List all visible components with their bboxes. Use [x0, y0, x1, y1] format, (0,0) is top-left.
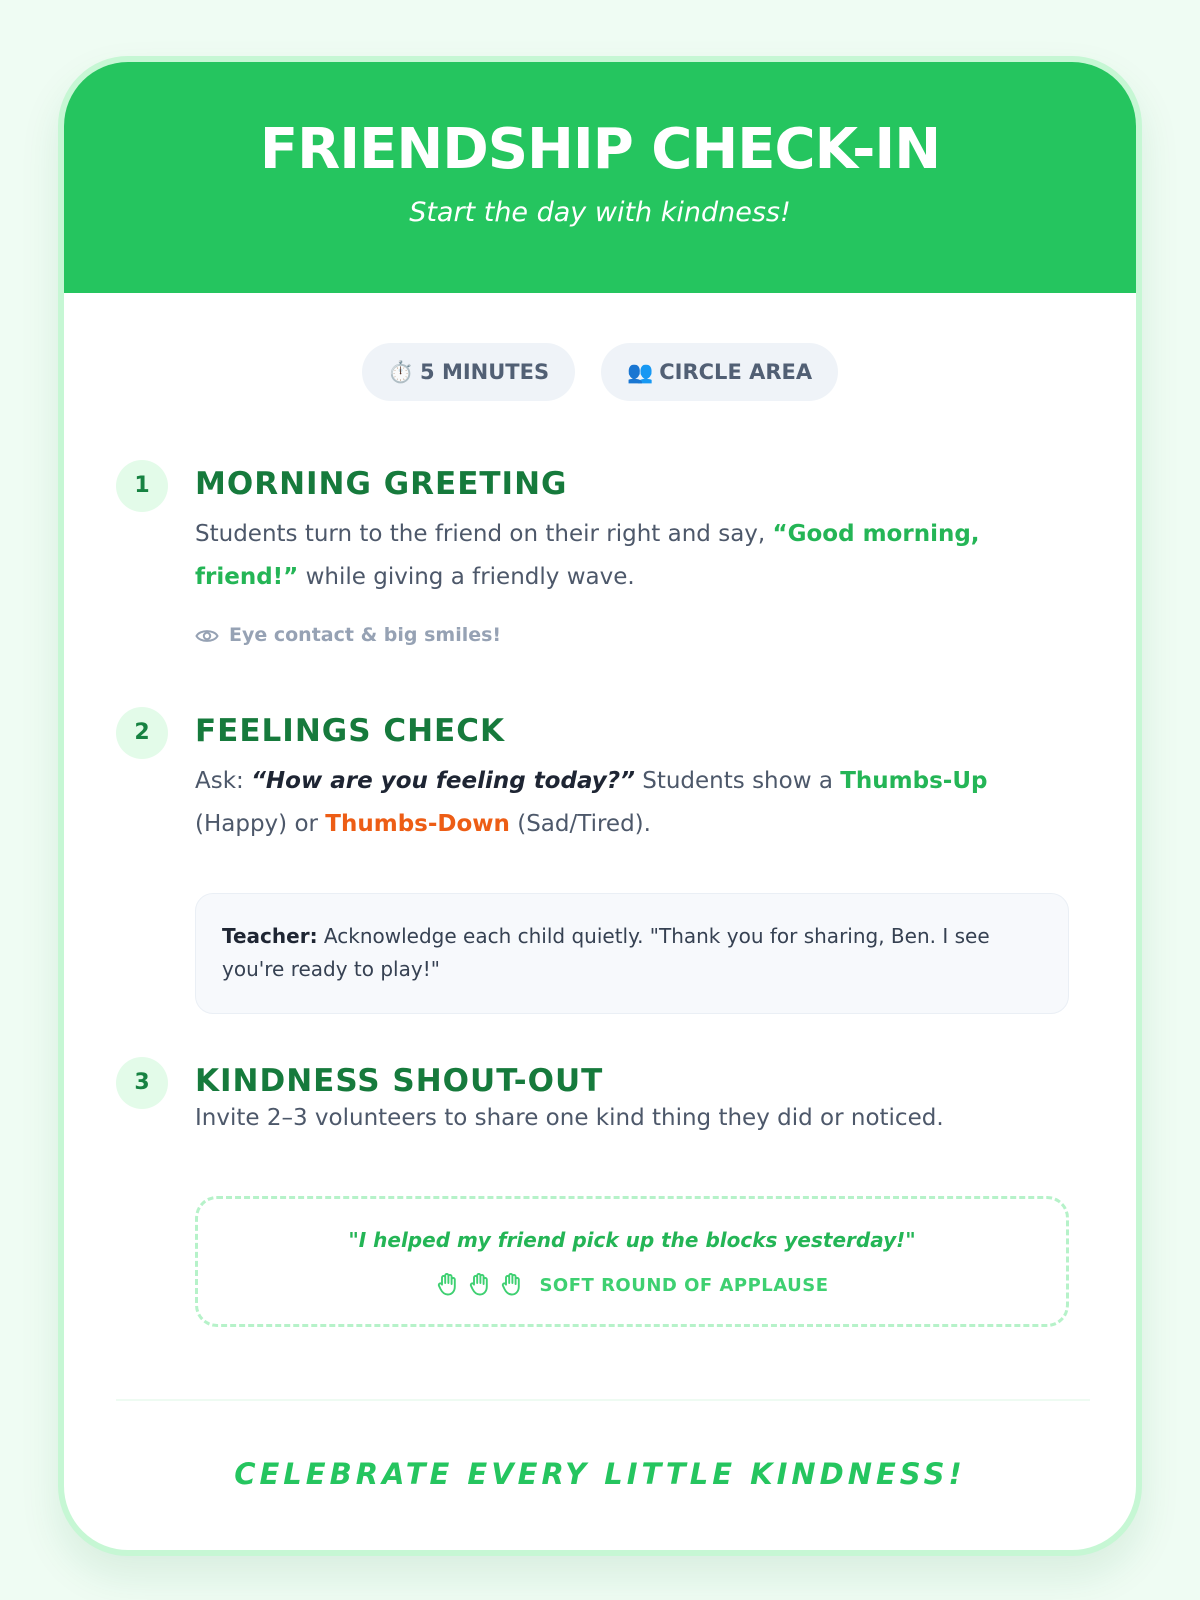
page-subtitle: Start the day with kindness!: [409, 197, 791, 228]
thumbs-up-label: Thumbs-Up: [840, 768, 988, 794]
feelings-question: “How are you feeling today?”: [251, 768, 635, 794]
tip-text: Eye contact & big smiles!: [229, 624, 502, 646]
footer-slogan: CELEBRATE EVERY LITTLE KINDNESS!: [234, 1457, 966, 1491]
page-title: FRIENDSHIP CHECK-IN: [259, 117, 941, 182]
greeting-phrase: “Good morning, friend!”: [195, 521, 980, 590]
note-label: Teacher:: [222, 924, 318, 948]
duration-pill: [362, 343, 575, 401]
step-text: (Happy) or: [195, 811, 326, 837]
step-description: [195, 513, 1075, 599]
example-box: [195, 1196, 1069, 1327]
step-text: Students turn to the friend on their right and say,: [195, 521, 773, 547]
stopwatch-icon: ⏱️: [387, 360, 415, 384]
clapping-hand-icon: [467, 1271, 493, 1297]
step-text: Students show a: [634, 768, 841, 794]
step-title: MORNING GREETING: [195, 466, 568, 502]
step-text: (Sad/Tired).: [509, 811, 651, 837]
activity-card: [58, 56, 1142, 1556]
step-title: KINDNESS SHOUT-OUT: [195, 1063, 604, 1099]
step-number: 3: [116, 1057, 168, 1109]
location-label: CIRCLE AREA: [659, 360, 813, 384]
example-quote: "I helped my friend pick up the blocks yesterday!": [348, 1228, 916, 1252]
step-tip: [195, 622, 501, 648]
meta-pills: [64, 343, 1136, 401]
teacher-note: [195, 893, 1069, 1014]
thumbs-down-label: Thumbs-Down: [325, 811, 510, 837]
people-icon: 👥: [627, 360, 654, 384]
step-description: Invite 2–3 volunteers to share one kind thing they did or noticed.: [195, 1105, 944, 1131]
step-title: FEELINGS CHECK: [195, 713, 505, 749]
step-number: 2: [116, 707, 168, 759]
clapping-hand-icon: [499, 1271, 525, 1297]
step-text: Ask:: [195, 768, 252, 794]
step-number: 1: [116, 460, 168, 512]
location-pill: [601, 343, 838, 401]
duration-label: 5 MINUTES: [420, 360, 550, 384]
applause-label: SOFT ROUND OF APPLAUSE: [539, 1275, 829, 1296]
note-text: Acknowledge each child quietly. "Thank you for sharing, Ben. I see you're ready to play!": [222, 924, 990, 981]
footer-divider: [116, 1399, 1090, 1401]
card-header: [64, 62, 1136, 293]
step-text: while giving a friendly wave.: [298, 564, 635, 590]
step-description: [195, 760, 1075, 846]
applause-row: [198, 1271, 1066, 1300]
eye-icon: [195, 626, 219, 646]
clapping-hand-icon: [435, 1271, 461, 1297]
